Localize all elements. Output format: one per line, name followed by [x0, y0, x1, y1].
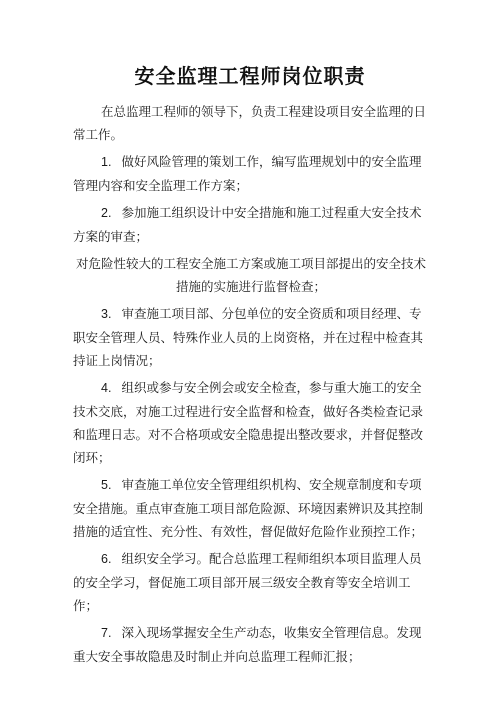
item-text: 审查施工单位安全管理组织机构、安全规章制度和专项安全措施。重点审查施工项目部危险源、环境因素辨识及其控制措施的适宜性、充分性、有效性，督促做好危险作业预控工作；: [73, 477, 424, 539]
item-text: 做好风险管理的策划工作，编写监理规划中的安全监理管理内容和安全监理工作方案；: [73, 154, 422, 193]
item-text: 组织或参与安全例会或安全检查，参与重大施工的安全技术交底，对施工过程进行安全监督和检查，做好各类检查记录和监理日志。对不合格项或安全隐患提出整改要求，并督促整改闭环；: [73, 380, 424, 465]
centered-paragraph: 对危险性较大的工程安全施工方案或施工项目部提出的安全技术措施的实施进行监督检查；: [75, 256, 426, 294]
list-item: [73, 302, 429, 372]
item-text: 深入现场掌握安全生产动态，收集安全管理信息。发现重大安全事故隐患及时制止并向总监理工程师汇报；: [73, 625, 422, 664]
item-number: 5.: [101, 478, 112, 492]
document-title: 安全监理工程师岗位职责: [134, 64, 366, 88]
item-text: 组织安全学习。配合总监理工程师组织本项目监理人员的安全学习，督促施工项目部开展三级安全教育等安全培训工作；: [73, 551, 422, 613]
list-item: [73, 547, 429, 617]
item-number: 3.: [101, 307, 112, 321]
list-item: [73, 150, 429, 197]
document-body: [73, 100, 429, 672]
item-text: 审查施工项目部、分包单位的安全资质和项目经理、专职安全管理人员、特殊作业人员的上岗资格，并在过程中检查其持证上岗情况；: [73, 306, 424, 368]
list-item: [73, 621, 429, 668]
intro-paragraph: 在总监理工程师的领导下，负责工程建设项目安全监理的日常工作。: [73, 104, 427, 142]
item-number: 7.: [101, 626, 112, 640]
item-text: 参加施工组织设计中安全措施和施工过程重大安全技术方案的审查；: [73, 205, 422, 244]
item-number: 4.: [101, 381, 112, 395]
list-item: [73, 473, 429, 543]
item-number: 1.: [101, 155, 112, 169]
item-number: 6.: [101, 552, 112, 566]
list-item: [73, 201, 429, 248]
item-number: 2.: [101, 206, 112, 220]
list-item: [73, 376, 429, 469]
